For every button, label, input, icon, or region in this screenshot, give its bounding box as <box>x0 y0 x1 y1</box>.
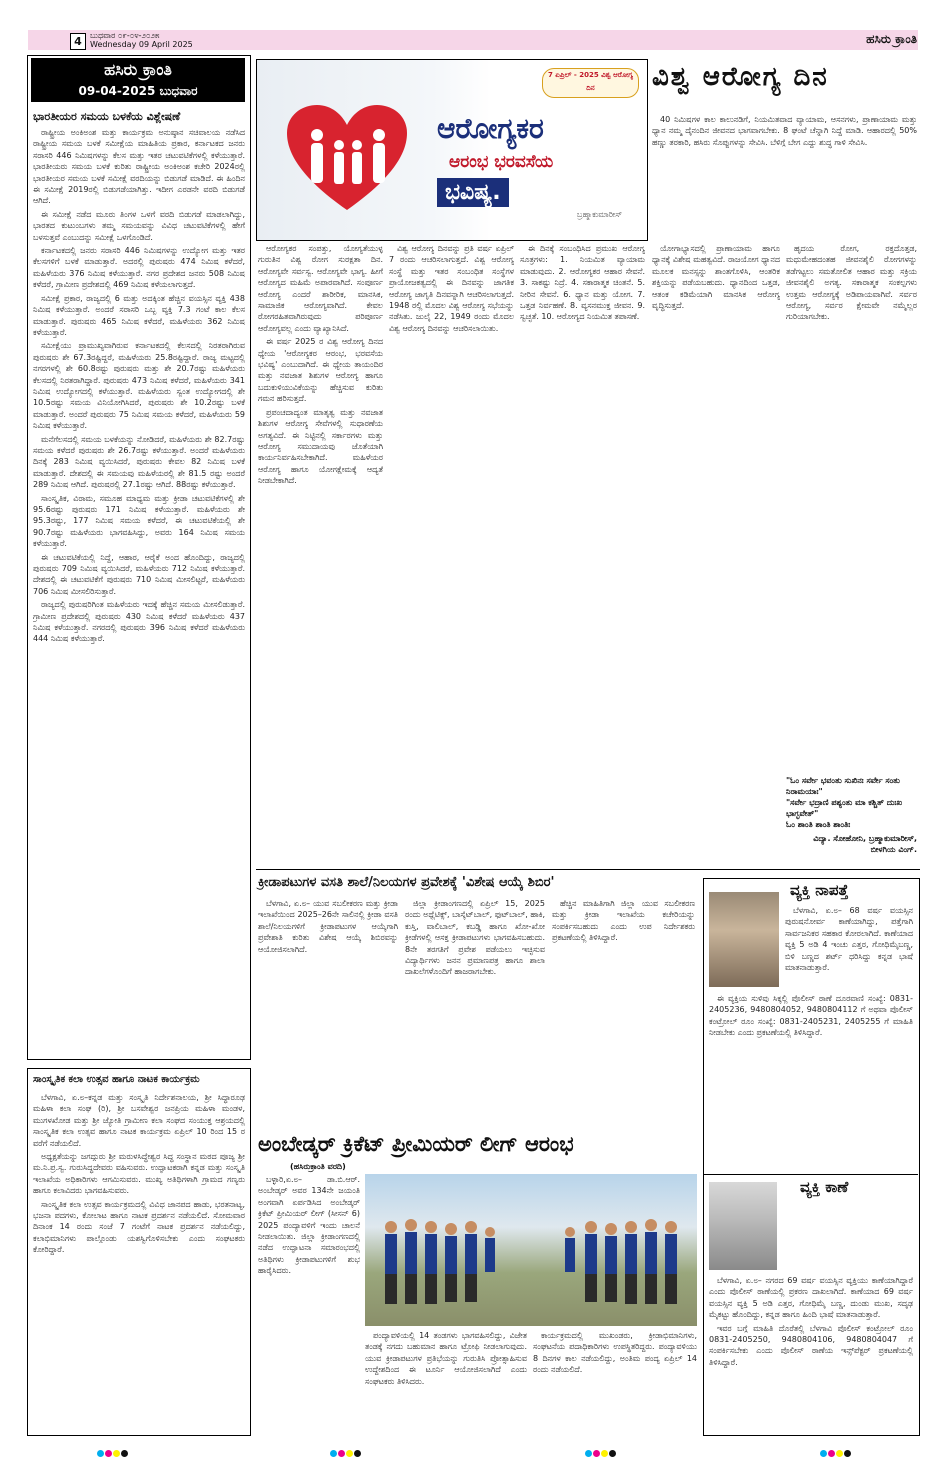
health-day-ad <box>256 59 648 241</box>
paragraph: ಇವರ ಬಗ್ಗೆ ಮಾಹಿತಿ ದೊರೆತಲ್ಲಿ ಬೆಳಗಾವಿ ಪೊಲೀಸ್ ಕಂಟ್ರೋಲ್ ರೂಂ 0831-2405250, 9480804106, 9480804047 ಗೆ ಸಂಪರ್ಕಿಸಬೇಕು ಎಂದು ಪೊಲೀಸ್ ಠಾಣೆಯ ಇನ್ಸ್‌ಪೆಕ್ಟರ್ ಪ್ರಕಟಣೆಯಲ್ಲಿ ತಿಳಿಸಿದ್ದಾರೆ. <box>709 1323 913 1367</box>
ad-line-2: ಆರಂಭ ಭರವಸೆಯ <box>449 152 554 172</box>
cyan-dot-icon <box>97 1450 104 1457</box>
team-lineup-icon <box>365 1174 697 1326</box>
ad-line-3: ಭವಿಷ್ಯ. <box>437 178 509 207</box>
black-dot-icon <box>844 1450 851 1457</box>
byline: ವಿದ್ಯಾ. ಸೋಹೋನಿ, ಬ್ರಹ್ಮಾಕುಮಾರೀಸ್, ಬೀಳಗಿಯ ವಿಂಗ್. <box>813 834 917 854</box>
paragraph: ಈ ದಿನಕ್ಕೆ ಸಂಬಂಧಿಸಿದ ಪ್ರಮುಖ ಆರೋಗ್ಯ ಸೂತ್ರಗಳು: 1. ನಿಯಮಿತ ವ್ಯಾಯಾಮ ಮಾಡುವುದು. 2. ಆರೋಗ್ಯಕರ ಆಹಾರ ಸೇವನೆ. 3. ಸಾಕಷ್ಟು ನಿದ್ರೆ. 4. ಸಕಾರಾತ್ಮಕ ಚಿಂತನೆ. 5. ನೀರಿನ ಸೇವನೆ. 6. ಧ್ಯಾನ ಮತ್ತು ಯೋಗ. 7. ಒತ್ತಡ ನಿರ್ವಹಣೆ. 8. ವ್ಯಸನಮುಕ್ತ ಜೀವನ. 9. ಸ್ವಚ್ಛತೆ. 10. ಆರೋಗ್ಯದ ನಿಯಮಿತ ತಪಾಸಣೆ. <box>520 244 645 322</box>
missing-1-body-top <box>785 905 913 990</box>
paragraph: ವಿಶ್ವ ಆರೋಗ್ಯ ದಿನವನ್ನು ಪ್ರತಿ ವರ್ಷ ಏಪ್ರಿಲ್ 7 ರಂದು ಆಚರಿಸಲಾಗುತ್ತದೆ. ವಿಶ್ವ ಆರೋಗ್ಯ ಸಂಸ್ಥೆ ಮತ್ತು ಇತರ ಸಂಬಂಧಿತ ಸಂಸ್ಥೆಗಳ ಪ್ರಾಯೋಜಕತ್ವದಲ್ಲಿ ಈ ದಿನವನ್ನು ಜಾಗತಿಕ ಆರೋಗ್ಯ ಜಾಗೃತಿ ದಿನವನ್ನಾಗಿ ಆಚರಿಸಲಾಗುತ್ತದೆ. 1948 ರಲ್ಲಿ ಮೊದಲ ವಿಶ್ವ ಆರೋಗ್ಯ ಸಭೆಯನ್ನು ನಡೆಸಿತು. ಜುಲೈ 22, 1949 ರಂದು ಮೊದಲ ವಿಶ್ವ ಆರೋಗ್ಯ ದಿನವನ್ನು ಆಚರಿಸಲಾಯಿತು. <box>389 244 514 333</box>
registration-marks <box>97 1442 129 1461</box>
paragraph: ಬಳ್ಳಾರಿ,ಏ.೮– ಡಾ.ಬಿ.ಆರ್. ಅಂಬೇಡ್ಕರ್ ಅವರ 134ನೇ ಜಯಂತಿ ಅಂಗವಾಗಿ ಏರ್ಪಡಿಸಿದ ಅಂಬೇಡ್ಕರ್ ಕ್ರಿಕೆಟ್ ಪ್ರೀಮಿಯರ್ ಲೀಗ್ (ಸೀಸನ್ 6) 2025 ಪಂದ್ಯಾವಳಿಗೆ ಇಂದು ಚಾಲನೆ ನೀಡಲಾಯಿತು. ಜಿಲ್ಲಾ ಕ್ರೀಡಾಂಗಣದಲ್ಲಿ ನಡೆದ ಉದ್ಘಾಟನಾ ಸಮಾರಂಭದಲ್ಲಿ ಅತಿಥಿಗಳು ಕ್ರೀಡಾಪಟುಗಳಿಗೆ ಶುಭ ಹಾರೈಸಿದರು. <box>258 1175 360 1276</box>
paragraph: ಸಾಂಸ್ಕೃತಿಕ, ವಿರಾಮ, ಸಮೂಹ ಮಾಧ್ಯಮ ಮತ್ತು ಕ್ರೀಡಾ ಚಟುವಟಿಕೆಗಳಲ್ಲಿ ಶೇ 95.6ರಷ್ಟು ಪುರುಷರು 171 ನಿಮಿಷ ಕಳೆಯುತ್ತಾರೆ. ಮಹಿಳೆಯರು ಶೇ 95.3ರಷ್ಟು, 177 ನಿಮಿಷ ಸಮಯ ಕಳೆದರೆ, ಈ ಚಟುವಟಿಕೆಯಲ್ಲಿ ಶೇ 90.7ರಷ್ಟು ಮಹಿಳೆಯರು ಭಾಗವಹಿಸಿದ್ದು, ಅವರು 164 ನಿಮಿಷ ಸಮಯ ಕಳೆಯುತ್ತಾರೆ. <box>33 493 245 549</box>
paragraph: ಯೋಗಾಭ್ಯಾಸದಲ್ಲಿ ಪ್ರಾಣಾಯಾಮ ಹಾಗೂ ಧ್ಯಾನಕ್ಕೆ ವಿಶೇಷ ಮಹತ್ವವಿದೆ. ರಾಜಯೋಗ ಧ್ಯಾನದ ಮೂಲಕ ಮನಸ್ಸನ್ನು ಶಾಂತಗೊಳಿಸಿ, ಆಂತರಿಕ ಶಕ್ತಿಯನ್ನು ಪಡೆಯಬಹುದು. ಧ್ಯಾನದಿಂದ ಒತ್ತಡ, ಆತಂಕ ಕಡಿಮೆಯಾಗಿ ಮಾನಸಿಕ ಆರೋಗ್ಯ ವೃದ್ಧಿಸುತ್ತದೆ. <box>652 244 780 311</box>
black-dot-icon <box>121 1450 128 1457</box>
paragraph: ಪಂದ್ಯಾವಳಿಯಲ್ಲಿ 14 ತಂಡಗಳು ಭಾಗವಹಿಸಲಿದ್ದು, ವಿಜೇತ ತಂಡಕ್ಕೆ ನಗದು ಬಹುಮಾನ ಹಾಗೂ ಟ್ರೋಫಿ ನೀಡಲಾಗುವುದು. ಯುವ ಕ್ರೀಡಾಪಟುಗಳ ಪ್ರತಿಭೆಯನ್ನು ಗುರುತಿಸಿ ಪ್ರೋತ್ಸಾಹಿಸುವ ಉದ್ದೇಶದಿಂದ ಈ ಟೂರ್ನಿ ಆಯೋಜಿಸಲಾಗಿದೆ ಎಂದು ಸಂಘಟಕರು ತಿಳಿಸಿದರು. <box>365 1331 527 1386</box>
article-health-day-headline: ವಿಶ್ವ ಆರೋಗ್ಯ ದಿನ <box>652 62 829 92</box>
black-dot-icon <box>609 1450 616 1457</box>
article-health-day-col-4 <box>652 243 780 863</box>
article-sports-headline: ಕ್ರೀಡಾಪಟುಗಳ ವಸತಿ ಶಾಲೆ/ನಿಲಯಗಳ ಪ್ರವೇಶಕ್ಕೆ 'ವಿಶೇಷ ಆಯ್ಕೆ ಶಿಬಿರ' <box>258 875 555 890</box>
paragraph: ಸಾಂಸ್ಕೃತಿಕ ಕಲಾ ಉತ್ಸವ ಕಾರ್ಯಕ್ರಮದಲ್ಲಿ ವಿವಿಧ ಜಾನಪದ ಹಾಡು, ಭರತನಾಟ್ಯ, ಭಜನಾ ಪದಗಳು, ಕೋಲಾಟ ಹಾಗೂ ನಾಟಕ ಪ್ರದರ್ಶನ ನಡೆಯಲಿದೆ. ಸೋಮವಾರ ದಿನಾಂಕ 14 ರಂದು ಸಂಜೆ 7 ಗಂಟೆಗೆ ನಾಟಕ ಪ್ರದರ್ಶನ ನಡೆಯಲಿದ್ದು, ಕಲಾಭಿಮಾನಿಗಳು ಪಾಲ್ಗೊಂಡು ಯಶಸ್ವಿಗೊಳಿಸಬೇಕು ಎಂದು ಸಂಘಟಕರು ಕೋರಿದ್ದಾರೆ. <box>33 1199 245 1255</box>
paragraph: ಹೃದಯ ರೋಗ, ರಕ್ತದೊತ್ತಡ, ಮಧುಮೇಹದಂತಹ ಜೀವನಶೈಲಿ ರೋಗಗಳನ್ನು ತಡೆಗಟ್ಟಲು ಸಮತೋಲಿತ ಆಹಾರ ಮತ್ತು ಸಕ್ರಿಯ ಜೀವನಶೈಲಿ ಅಗತ್ಯ. ಸಕಾರಾತ್ಮಕ ಸಂಕಲ್ಪಗಳು ಉತ್ತಮ ಆರೋಗ್ಯಕ್ಕೆ ಅಡಿಪಾಯವಾಗಿವೆ. ಸರ್ವರ ಆರೋಗ್ಯ, ಸರ್ವರ ಕ್ಷೇಮವೇ ನಮ್ಮೆಲ್ಲರ ಗುರಿಯಾಗಬೇಕು. <box>786 244 917 322</box>
paragraph: ಕರ್ನಾಟಕದಲ್ಲಿ ಜನರು ಸರಾಸರಿ 446 ನಿಮಿಷಗಳನ್ನು ಉದ್ಯೋಗ ಮತ್ತು ಇತರ ಕೆಲಸಗಳಿಗೆ ಬಳಕೆ ಮಾಡುತ್ತಾರೆ. ಅದರಲ್ಲಿ ಪುರುಷರು 474 ನಿಮಿಷ ಕಳೆದರೆ, ಮಹಿಳೆಯರು 376 ನಿಮಿಷ ಕಳೆಯುತ್ತಾರೆ. ನಗರ ಪ್ರದೇಶದ ಜನರು 508 ನಿಮಿಷ ಕಳೆದರೆ, ಗ್ರಾಮೀಣ ಪ್ರದೇಶದಲ್ಲಿ 469 ನಿಮಿಷ ಕಳೆಯಲಾಗುತ್ತದೆ. <box>33 246 245 290</box>
magenta-dot-icon <box>105 1450 112 1457</box>
header-paper-name: ಹಸಿರು ಕ್ರಾಂತಿ <box>866 32 917 46</box>
ad-badge: 7 ಏಪ್ರಿಲ್ - 2025 ವಿಶ್ವ ಆರೋಗ್ಯ ದಿನ <box>542 68 639 98</box>
registration-marks <box>585 1442 617 1461</box>
paragraph: ಕಾರ್ಯಕ್ರಮದಲ್ಲಿ ಮುಖಂಡರು, ಕ್ರೀಡಾಭಿಮಾನಿಗಳು, ಸಂಘಟನೆಯ ಪದಾಧಿಕಾರಿಗಳು ಉಪಸ್ಥಿತರಿದ್ದರು. ಪಂದ್ಯಾವಳಿಯು 8 ದಿನಗಳ ಕಾಲ ನಡೆಯಲಿದ್ದು, ಅಂತಿಮ ಪಂದ್ಯ ಏಪ್ರಿಲ್ 14 ರಂದು ನಡೆಯಲಿದೆ. <box>533 1331 697 1375</box>
article-sports-col-2 <box>405 898 545 1088</box>
header-date-english: Wednesday 09 April 2025 <box>90 40 193 49</box>
quote-line: "ಸರ್ವೇ ಭದ್ರಾಣಿ ಪಶ್ಯಂತು ಮಾ ಕಶ್ಚಿತ್ ದುಃಖ ಭಾಗ್ಭವೇತ್" <box>786 798 903 818</box>
paragraph: ಬೆಳಗಾವಿ, ಏ.೮– ನಗರದ 69 ವರ್ಷ ವಯಸ್ಸಿನ ವ್ಯಕ್ತಿಯು ಕಾಣೆಯಾಗಿದ್ದಾರೆ ಎಂದು ಪೊಲೀಸ್ ಠಾಣೆಯಲ್ಲಿ ಪ್ರಕರಣ ದಾಖಲಾಗಿದೆ. ಕಾಣೆಯಾದ 69 ವರ್ಷ ವಯಸ್ಸಿನ ವ್ಯಕ್ತಿ 5 ಅಡಿ ಎತ್ತರ, ಗೋಧಿಮೈ ಬಣ್ಣ, ದುಂಡು ಮುಖ, ಸದೃಢ ಮೈಕಟ್ಟು ಹೊಂದಿದ್ದು, ಕನ್ನಡ ಹಾಗೂ ಹಿಂದಿ ಭಾಷೆ ಮಾತನಾಡುತ್ತಾರೆ. <box>709 1276 913 1320</box>
article-time-use-headline: ಭಾರತೀಯರ ಸಮಯ ಬಳಕೆಯ ವಿಶ್ಲೇಷಣೆ <box>33 110 181 123</box>
divider <box>703 1174 918 1175</box>
cyan-dot-icon <box>330 1450 337 1457</box>
page-number: 4 <box>70 33 86 50</box>
heart-family-icon <box>287 105 407 215</box>
magenta-dot-icon <box>338 1450 345 1457</box>
cyan-dot-icon <box>585 1450 592 1457</box>
article-time-use-body <box>33 127 245 1052</box>
missing-1-body <box>709 993 913 1173</box>
missing-1-headline: ವ್ಯಕ್ತಿ ನಾಪತ್ತೆ <box>790 881 849 899</box>
paragraph: ಈ ವರ್ಷ 2025 ರ ವಿಶ್ವ ಆರೋಗ್ಯ ದಿನದ ಧ್ಯೇಯ 'ಆರೋಗ್ಯಕರ ಆರಂಭ, ಭರವಸೆಯ ಭವಿಷ್ಯ' ಎಂಬುದಾಗಿದೆ. ಈ ಧ್ಯೇಯ ತಾಯಂದಿರ ಮತ್ತು ನವಜಾತ ಶಿಶುಗಳ ಆರೋಗ್ಯ ಹಾಗೂ ಬದುಕುಳಿಯುವಿಕೆಯನ್ನು ಹೆಚ್ಚಿಸುವ ಕುರಿತು ಗಮನ ಹರಿಸುತ್ತದೆ. <box>258 337 383 404</box>
paragraph: ಅಧ್ಯಕ್ಷತೆಯನ್ನು ಜಗದ್ಗುರು ಶ್ರೀ ಮರುಳಸಿದ್ಧೇಶ್ವರ ಸಿದ್ಧ ಸಂಸ್ಥಾನ ಮಠದ ಪೂಜ್ಯ ಶ್ರೀ ಮ.ನಿ.ಪ್ರ.ಸ್ವ. ಗುರುಸಿದ್ಧದೇವರು ವಹಿಸುವರು. ಉದ್ಘಾಟಕರಾಗಿ ಕನ್ನಡ ಮತ್ತು ಸಂಸ್ಕೃತಿ ಇಲಾಖೆಯ ಅಧಿಕಾರಿಗಳು ಆಗಮಿಸುವರು. ಮುಖ್ಯ ಅತಿಥಿಗಳಾಗಿ ಗ್ರಾಮದ ಗಣ್ಯರು ಹಾಗೂ ಕಲಾವಿದರು ಭಾಗವಹಿಸುವರು. <box>33 1152 245 1196</box>
cricket-team-photo <box>365 1174 697 1326</box>
paragraph: ಸಮೀಕ್ಷೆ ಪ್ರಕಾರ, ರಾಜ್ಯದಲ್ಲಿ 6 ಮತ್ತು ಅದಕ್ಕಿಂತ ಹೆಚ್ಚಿನ ವಯಸ್ಸಿನ ವ್ಯಕ್ತಿ 438 ನಿಮಿಷ ಕಳೆಯುತ್ತಾರೆ. ಅಂದರೆ ಸರಾಸರಿ ಒಬ್ಬ ವ್ಯಕ್ತಿ 7.3 ಗಂಟೆ ಕಾಲ ಕೆಲಸ ಮಾಡುತ್ತಾರೆ. ಪುರುಷರು 465 ನಿಮಿಷ ಕಳೆದರೆ, ಮಹಿಳೆಯರು 362 ನಿಮಿಷ ಕಳೆಯುತ್ತಾರೆ. <box>33 293 245 337</box>
ad-line-1: ಆರೋಗ್ಯಕರ <box>437 112 544 145</box>
article-cricket-col-2 <box>365 1330 527 1434</box>
paragraph: ಮನೆಗೆಲಸದಲ್ಲಿ ಸಮಯ ಬಳಕೆಯನ್ನು ನೋಡಿದರೆ, ಮಹಿಳೆಯರು ಶೇ 82.7ರಷ್ಟು ಸಮಯ ಕಳೆದರೆ ಪುರುಷರು ಶೇ 26.7ರಷ್ಟು ಕಳೆಯುತ್ತಾರೆ. ಅಂದರೆ ಮಹಿಳೆಯರು ದಿನಕ್ಕೆ 283 ನಿಮಿಷ ವ್ಯಯಿಸಿದರೆ, ಪುರುಷರು ಕೇವಲ 82 ನಿಮಿಷ ಬಳಕೆ ಮಾಡುತ್ತಾರೆ. ದೇಶದಲ್ಲಿ ಈ ಸಮಯವು ಮಹಿಳೆಯರಲ್ಲಿ ಶೇ 81.5 ರಷ್ಟು ಅಂದರೆ 289 ನಿಮಿಷ ಆಗಿದೆ. ಪುರುಷರಲ್ಲಿ 27.1ರಷ್ಟು ಆಗಿದೆ. 88ರಷ್ಟು ಕಳೆಯುತ್ತಾರೆ. <box>33 434 245 490</box>
paragraph: ಈ ವ್ಯಕ್ತಿಯ ಸುಳಿವು ಸಿಕ್ಕಲ್ಲಿ ಪೊಲೀಸ್ ಠಾಣೆ ದೂರವಾಣಿ ಸಂಖ್ಯೆ: 0831-2405236, 9480804052, 9480804112 ಗೆ ಅಥವಾ ಪೊಲೀಸ್ ಕಂಟ್ರೋಲ್ ರೂಂ ಸಂಖ್ಯೆ: 0831-2405231, 2405255 ಗೆ ಮಾಹಿತಿ ನೀಡಬೇಕು ಎಂದು ಪ್ರಕಟಣೆಯಲ್ಲಿ ತಿಳಿಸಿದ್ದಾರೆ. <box>709 994 913 1038</box>
article-cricket-dateline: (ಹಸಿರುಕ್ರಾಂತಿ ವರದಿ) <box>290 1162 346 1171</box>
paragraph: ಸಮೀಕ್ಷೆಯು ಪ್ರಾಮುಖ್ಯವಾಗಿರುವ ಕರ್ನಾಟಕದಲ್ಲಿ ಕೆಲಸದಲ್ಲಿ ನಿರತರಾಗಿರುವ ಪುರುಷರು ಶೇ 67.3ರಷ್ಟಿದ್ದರೆ, ಮಹಿಳೆಯರು 25.8ರಷ್ಟಿದ್ದಾರೆ. ರಾಜ್ಯ ಮಟ್ಟದಲ್ಲಿ ನಗರಗಳಲ್ಲಿ ಶೇ 60.8ರಷ್ಟು ಪುರುಷರು ಮತ್ತು ಶೇ 20.7ರಷ್ಟು ಮಹಿಳೆಯರು ಕೆಲಸದಲ್ಲಿ ನಿರತರಾಗಿದ್ದಾರೆ. ಪುರುಷರು 473 ನಿಮಿಷ ಕಳೆದರೆ, ಮಹಿಳೆಯರು 341 ನಿಮಿಷ ಉದ್ಯೋಗದಲ್ಲಿ ಕಳೆಯುತ್ತಾರೆ. ಮಹಿಳೆಯರು ಸ್ವಂತ ಉದ್ಯೋಗದಲ್ಲಿ ಶೇ 10.5ರಷ್ಟು ಸಮಯ ವಿನಿಯೋಗಿಸಿದರೆ, ಪುರುಷರು ಶೇ 10.2ರಷ್ಟು ಬಳಕೆ ಮಾಡುತ್ತಾರೆ. ಅಂದರೆ ಪುರುಷರು 75 ನಿಮಿಷ ಸಮಯ ಕಳೆದರೆ, ಮಹಿಳೆಯರು 59 ನಿಮಿಷ ಕಳೆಯುತ್ತಾರೆ. <box>33 341 245 431</box>
cyan-dot-icon <box>820 1450 827 1457</box>
masthead <box>31 58 245 102</box>
ad-org-name: ಬ್ರಹ್ಮಾಕುಮಾರೀಸ್ <box>576 210 623 219</box>
paragraph: 40 ನಿಮಿಷಗಳ ಕಾಲ ಕಾಲುನಡಿಗೆ, ನಿಯಮಿತವಾದ ವ್ಯಾಯಾಮ, ಆಸನಗಳು, ಪ್ರಾಣಾಯಾಮ ಮತ್ತು ಧ್ಯಾನ ನಮ್ಮ ದೈನಂದಿನ ಜೀವನದ ಭಾಗವಾಗಬೇಕು. 8 ಘಂಟೆ ಚೆನ್ನಾಗಿ ನಿದ್ದೆ ಮಾಡಿ. ಆಹಾರದಲ್ಲಿ 50% ಹಣ್ಣು ತರಕಾರಿ, ಹಸಿರು ಸೊಪ್ಪುಗಳನ್ನು ಸೇವಿಸಿ. ಬೆಳಿಗ್ಗೆ ಬೇಗ ಎದ್ದು ಶುದ್ಧ ಗಾಳಿ ಸೇವಿಸಿ. <box>652 115 917 147</box>
article-cultural-headline: ಸಾಂಸ್ಕೃತಿಕ ಕಲಾ ಉತ್ಸವ ಹಾಗೂ ನಾಟಕ ಕಾರ್ಯಕ್ರಮ <box>33 1074 200 1085</box>
black-dot-icon <box>354 1450 361 1457</box>
article-cricket-col-1 <box>258 1174 360 1434</box>
paragraph: ಬೆಳಗಾವಿ, ಏ.೮–ಕನ್ನಡ ಮತ್ತು ಸಂಸ್ಕೃತಿ ನಿರ್ದೇಶನಾಲಯ, ಶ್ರೀ ಸಿದ್ಧಾರೂಢ ಮಹಿಳಾ ಕಲಾ ಸಂಘ (ರಿ), ಶ್ರೀ ಬಸವೇಶ್ವರ ಜನಪ್ರಿಯ ಮಹಿಳಾ ಮಂಡಳ, ಮುಗಳಖೋಡ ಮತ್ತು ಶ್ರೀ ಜ್ಯೋತಿ ಗ್ರಾಮೀಣ ಕಲಾ ಸಂಘದ ಸಂಯುಕ್ತ ಆಶ್ರಯದಲ್ಲಿ ಸಾಂಸ್ಕೃತಿಕ ಕಲಾ ಉತ್ಸವ ಹಾಗೂ ನಾಟಕ ಕಾರ್ಯಕ್ರಮ ಏಪ್ರಿಲ್ 10 ರಿಂದ 15 ರ ವರೆಗೆ ನಡೆಯಲಿದೆ. <box>33 1093 245 1148</box>
article-health-day-col-top <box>652 114 917 239</box>
article-health-day-col-5 <box>786 243 917 773</box>
missing-person-photo <box>709 1182 777 1270</box>
masthead-date: 09-04-2025 ಬುಧವಾರ <box>78 84 198 98</box>
missing-2-body <box>709 1275 913 1430</box>
health-day-quotes <box>786 775 917 855</box>
paragraph: ಆರೋಗ್ಯಕರ ಸಂಪತ್ತು, ಯೋಗ್ಯತೆಯುಳ್ಳ ಗುರುತಿನ ವಿಶ್ವ ರೋಗ ಸುರಕ್ಷತಾ ದಿನ. ಆರೋಗ್ಯವೇ ಸರ್ವಸ್ವ. ಆರೋಗ್ಯವೇ ಭಾಗ್ಯ. ಹೀಗೆ ಆರೋಗ್ಯದ ಮಹಿಮೆ ಅಪಾರವಾಗಿದೆ. ಸಂಪೂರ್ಣ ಆರೋಗ್ಯ ಎಂದರೆ ಶಾರೀರಿಕ, ಮಾನಸಿಕ, ಸಾಮಾಜಿಕ ಆರೋಗ್ಯವಾಗಿದೆ. ಕೇವಲ ರೋಗರಹಿತವಾಗಿರುವುದು ಪರಿಪೂರ್ಣ ಆರೋಗ್ಯವಲ್ಲ ಎಂದು ವ್ಯಾಖ್ಯಾನಿಸಿದೆ. <box>258 244 383 333</box>
paragraph: ಈ ಚಟುವಟಿಕೆಯಲ್ಲಿ ನಿದ್ದೆ, ಆಹಾರ, ಆರೈಕೆ ಅಂದ ಹೊಂದಿದ್ದು, ರಾಜ್ಯದಲ್ಲಿ ಪುರುಷರು 709 ನಿಮಿಷ ವ್ಯಯಿಸಿದರೆ, ಮಹಿಳೆಯರು 712 ನಿಮಿಷ ಕಳೆಯುತ್ತಾರೆ. ದೇಶದಲ್ಲಿ ಈ ಚಟುವಟಿಕೆಗೆ ಪುರುಷರು 710 ನಿಮಿಷ ಮೀಸಲಿಟ್ಟರೆ, ಮಹಿಳೆಯರು 706 ನಿಮಿಷ ಮೀಸಲಿರಿಸುತ್ತಾರೆ. <box>33 552 245 596</box>
yellow-dot-icon <box>836 1450 843 1457</box>
yellow-dot-icon <box>346 1450 353 1457</box>
quote-line: "ಓಂ ಸರ್ವೇ ಭವಂತು ಸುಖಿನಃ ಸರ್ವೇ ಸಂತು ನಿರಾಮಯಾಃ" <box>786 776 900 796</box>
header-date-kannada: ಬುಧವಾರ ೦೯-೦೪-೨೦೨೫ <box>90 31 160 40</box>
registration-marks <box>330 1442 362 1461</box>
registration-marks <box>820 1442 852 1461</box>
header-date <box>90 31 193 49</box>
quote-line: ಓಂ ಶಾಂತಿ ಶಾಂತಿ ಶಾಂತಿಃ <box>786 820 851 829</box>
paragraph: ಬೆಳಗಾವಿ, ಏ.೮– 68 ವರ್ಷ ವಯಸ್ಸಿನ ಪುರುಷನೋರ್ವ ಕಾಣೆಯಾಗಿದ್ದು, ಪತ್ತೆಗಾಗಿ ಸಾರ್ವಜನಿಕರ ಸಹಕಾರ ಕೋರಲಾಗಿದೆ. ಕಾಣೆಯಾದ ವ್ಯಕ್ತಿ 5 ಅಡಿ 4 ಇಂಚು ಎತ್ತರ, ಗೋಧಿಮೈಬಣ್ಣ, ಬಿಳಿ ಬಣ್ಣದ ಶರ್ಟ್ ಧರಿಸಿದ್ದು ಕನ್ನಡ ಭಾಷೆ ಮಾತನಾಡುತ್ತಾರೆ. <box>785 906 913 973</box>
masthead-title: ಹಸಿರು ಕ್ರಾಂತಿ <box>104 60 172 79</box>
paragraph: ಹೆಚ್ಚಿನ ಮಾಹಿತಿಗಾಗಿ ಜಿಲ್ಲಾ ಯುವ ಸಬಲೀಕರಣ ಮತ್ತು ಕ್ರೀಡಾ ಇಲಾಖೆಯ ಕಚೇರಿಯನ್ನು ಸಂಪರ್ಕಿಸಬಹುದು ಎಂದು ಉಪ ನಿರ್ದೇಶಕರು ಪ್ರಕಟಣೆಯಲ್ಲಿ ತಿಳಿಸಿದ್ದಾರೆ. <box>552 899 695 943</box>
paragraph: ರಾಜ್ಯದಲ್ಲಿ ಪುರುಷರಿಗಿಂತ ಮಹಿಳೆಯರು ಇದಕ್ಕೆ ಹೆಚ್ಚಿನ ಸಮಯ ಮೀಸಲಿಡುತ್ತಾರೆ. ಗ್ರಾಮೀಣ ಪ್ರದೇಶದಲ್ಲಿ ಪುರುಷರು 430 ನಿಮಿಷ ಕಳೆದರೆ ಮಹಿಳೆಯರು 437 ನಿಮಿಷ ಕಳೆಯುತ್ತಾರೆ. ನಗರದಲ್ಲಿ ಪುರುಷರು 396 ನಿಮಿಷ ಕಳೆದರೆ ಮಹಿಳೆಯರು 444 ನಿಮಿಷ ಕಳೆಯುತ್ತಾರೆ. <box>33 600 245 644</box>
article-sports-col-3 <box>552 898 695 1088</box>
divider <box>256 869 920 870</box>
article-sports-col-1 <box>258 898 398 1088</box>
magenta-dot-icon <box>593 1450 600 1457</box>
paragraph: ಪ್ರಪಂಚದಾದ್ಯಂತ ಮಾತೃತ್ವ ಮತ್ತು ನವಜಾತ ಶಿಶುಗಳ ಆರೋಗ್ಯ ಸೇವೆಗಳಲ್ಲಿ ಸುಧಾರಣೆಯ ಅಗತ್ಯವಿದೆ. ಈ ನಿಟ್ಟಿನಲ್ಲಿ ಸರ್ಕಾರಗಳು ಮತ್ತು ಆರೋಗ್ಯ ಸಮುದಾಯವು ಜೊತೆಯಾಗಿ ಕಾರ್ಯನಿರ್ವಹಿಸಬೇಕಾಗಿದೆ. ಮಹಿಳೆಯರ ಆರೋಗ್ಯ ಹಾಗೂ ಯೋಗಕ್ಷೇಮಕ್ಕೆ ಆದ್ಯತೆ ನೀಡಬೇಕಾಗಿದೆ. <box>258 407 383 486</box>
paragraph: ರಾಷ್ಟ್ರೀಯ ಅಂಕಿಅಂಶ ಮತ್ತು ಕಾರ್ಯಕ್ರಮ ಅನುಷ್ಠಾನ ಸಚಿವಾಲಯ ನಡೆಸಿದ ರಾಷ್ಟ್ರೀಯ ಸಮಯ ಬಳಕೆ ಸಮೀಕ್ಷೆಯ ಮಾಹಿತಿಯ ಪ್ರಕಾರ, ಕರ್ನಾಟಕದ ಜನರು ಸರಾಸರಿ 446 ನಿಮಿಷಗಳನ್ನು ಕೆಲಸ ಮತ್ತು ಇತರ ಚಟುವಟಿಕೆಗಳಲ್ಲಿ ಕಳೆಯುತ್ತಾರೆ. ಭಾರತೀಯರು ಸಮಯ ಬಳಕೆ ಕುರಿತು ರಾಷ್ಟ್ರೀಯ ಅಂಕಿಅಂಶ ಕಚೇರಿ 2024ರಲ್ಲಿ ಭಾರತೀಯರ ಸಮಯ ಬಳಕೆ ಸಮೀಕ್ಷೆ ವರದಿಯನ್ನು ಬಿಡುಗಡೆ ಮಾಡಿದೆ. ಈ ಹಿಂದಿನ ಈ ಸಮೀಕ್ಷೆ 2019ರಲ್ಲಿ ಬಿಡುಗಡೆಯಾಗಿತ್ತು. ಇದೀಗ ಎರಡನೇ ವರದಿ ಬಿಡುಗಡೆ ಆಗಿದೆ. <box>33 128 245 206</box>
missing-person-photo <box>709 892 779 987</box>
article-cultural-body <box>33 1092 245 1428</box>
article-health-day-col-3 <box>520 243 645 863</box>
paragraph: ಈ ಸಮೀಕ್ಷೆ ನಡೆದ ಮೂರು ತಿಂಗಳ ಒಳಗೆ ವರದಿ ಬಿಡುಗಡೆ ಮಾಡಲಾಗಿದ್ದು, ಭಾರತದ ಕುಟುಂಬಗಳು ತಮ್ಮ ಸಮಯವನ್ನು ವಿವಿಧ ಚಟುವಟಿಕೆಗಳಲ್ಲಿ ಹೇಗೆ ಬಳಸುತ್ತವೆ ಎಂಬುದನ್ನು ಸಮೀಕ್ಷೆ ಒಳಗೊಂಡಿದೆ. <box>33 209 245 242</box>
paragraph: ಜಿಲ್ಲಾ ಕ್ರೀಡಾಂಗಣದಲ್ಲಿ ಏಪ್ರಿಲ್ 15, 2025 ರಂದು ಅಥ್ಲೆಟಿಕ್ಸ್, ಬಾಸ್ಕೆಟ್‌ಬಾಲ್, ಫುಟ್‌ಬಾಲ್, ಹಾಕಿ, ಕುಸ್ತಿ, ವಾಲಿಬಾಲ್, ಕಬಡ್ಡಿ ಹಾಗೂ ಖೋ-ಖೋ ಕ್ರೀಡೆಗಳಲ್ಲಿ ಆಸಕ್ತ ಕ್ರೀಡಾಪಟುಗಳು ಭಾಗವಹಿಸಬಹುದು. 8ನೇ ತರಗತಿಗೆ ಪ್ರವೇಶ ಪಡೆಯಲು ಇಚ್ಛಿಸುವ ವಿದ್ಯಾರ್ಥಿಗಳು ಜನನ ಪ್ರಮಾಣಪತ್ರ ಹಾಗೂ ಶಾಲಾ ದಾಖಲೆಗಳೊಂದಿಗೆ ಹಾಜರಾಗಬೇಕು. <box>405 899 545 977</box>
article-cricket-col-3 <box>533 1330 697 1434</box>
paragraph: ಬೆಳಗಾವಿ, ಏ.೮– ಯುವ ಸಬಲೀಕರಣ ಮತ್ತು ಕ್ರೀಡಾ ಇಲಾಖೆಯಿಂದ 2025–26ನೇ ಸಾಲಿನಲ್ಲಿ ಕ್ರೀಡಾ ವಸತಿ ಶಾಲೆ/ನಿಲಯಗಳಿಗೆ ಕ್ರೀಡಾಪಟುಗಳ ಆಯ್ಕೆಗಾಗಿ ಪ್ರವೇಶಾತಿ ಕುರಿತು ವಿಶೇಷ ಆಯ್ಕೆ ಶಿಬಿರವನ್ನು ಆಯೋಜಿಸಲಾಗಿದೆ. <box>258 899 398 954</box>
magenta-dot-icon <box>828 1450 835 1457</box>
article-health-day-col-1 <box>258 243 383 863</box>
article-health-day-col-2 <box>389 243 514 863</box>
yellow-dot-icon <box>113 1450 120 1457</box>
article-cricket-headline: ಅಂಬೇಡ್ಕರ್ ಕ್ರಿಕೆಟ್ ಪ್ರೀಮಿಯರ್ ಲೀಗ್ ಆರಂಭ <box>258 1132 574 1156</box>
yellow-dot-icon <box>601 1450 608 1457</box>
missing-2-headline: ವ್ಯಕ್ತಿ ಕಾಣೆ <box>800 1178 849 1196</box>
